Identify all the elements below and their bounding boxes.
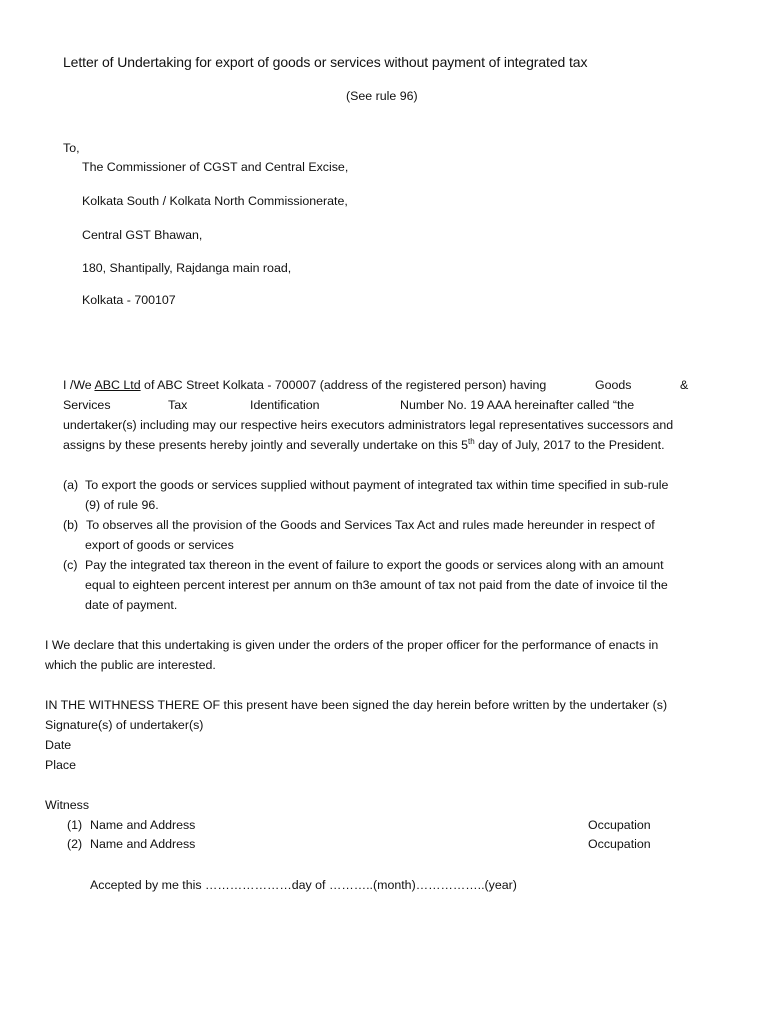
document-title: Letter of Undertaking for export of goods or services without payment of integrated tax (63, 54, 588, 70)
body-line-3: undertaker(s) including may our respective heirs executors administrators legal representatives successors and (63, 418, 674, 432)
undertaking-text: (9) of rule 96. (85, 498, 159, 512)
declaration-line: which the public are interested. (45, 658, 216, 672)
date-label: Date (45, 738, 72, 752)
undertaking-text: export of goods or services (85, 538, 234, 552)
document-subtitle: (See rule 96) (346, 89, 418, 103)
body-word-amp: & (680, 378, 689, 392)
address-line: Kolkata - 700107 (82, 293, 176, 307)
body-line-1 (63, 375, 546, 395)
undertaking-text: date of payment. (85, 598, 178, 612)
address-line: 180, Shantipally, Rajdanga main road, (82, 261, 292, 275)
witness-occupation-label: Occupation (588, 818, 651, 832)
body-word: Identification (250, 398, 320, 412)
body-text: assigns by these presents hereby jointly and severally undertake on this 5 (63, 438, 468, 452)
undertaking-label: (b) (63, 518, 79, 532)
signature-label: Signature(s) of undertaker(s) (45, 718, 204, 732)
witness-occupation-label: Occupation (588, 837, 651, 851)
address-line: The Commissioner of CGST and Central Excise, (82, 160, 349, 174)
place-label: Place (45, 758, 76, 772)
ordinal-suffix: th (468, 436, 475, 446)
undertaking-text: equal to eighteen percent interest per annum on th3e amount of tax not paid from the date of invoice til the (85, 578, 668, 592)
witness-number: (2) (67, 837, 83, 851)
witness-name-label: Name and Address (90, 818, 196, 832)
body-word: Services (63, 398, 111, 412)
body-word-goods: Goods (595, 378, 632, 392)
body-text: day of July, 2017 to the President. (474, 438, 665, 452)
undertaking-text: Pay the integrated tax thereon in the event of failure to export the goods or services along with an amount (85, 558, 664, 572)
witness-name-label: Name and Address (90, 837, 196, 851)
body-word: Number No. 19 AAA hereinafter called “the (400, 398, 635, 412)
body-line-4 (63, 435, 665, 455)
undertaking-text: To export the goods or services supplied without payment of integrated tax within time specified in sub-rule (85, 478, 669, 492)
acceptance-line: Accepted by me this …………………day of ………..(month)……………..(year) (90, 878, 517, 892)
body-text: I /We (63, 378, 95, 392)
body-text: of ABC Street Kolkata - 700007 (address of the registered person) having (140, 378, 547, 392)
witness-clause: IN THE WITHNESS THERE OF this present have been signed the day herein before written by the undertaker (s) (45, 698, 668, 712)
declaration-line: I We declare that this undertaking is given under the orders of the proper officer for the performance of enacts in (45, 638, 659, 652)
company-name: ABC Ltd (94, 378, 141, 392)
undertaking-label: (c) (63, 558, 78, 572)
salutation: To, (63, 141, 80, 155)
witness-heading: Witness (45, 798, 90, 812)
undertaking-label: (a) (63, 478, 79, 492)
address-line: Central GST Bhawan, (82, 228, 203, 242)
body-word: Tax (168, 398, 188, 412)
witness-number: (1) (67, 818, 83, 832)
address-line: Kolkata South / Kolkata North Commissionerate, (82, 194, 348, 208)
undertaking-text: To observes all the provision of the Goods and Services Tax Act and rules made hereunder in respect of (86, 518, 655, 532)
